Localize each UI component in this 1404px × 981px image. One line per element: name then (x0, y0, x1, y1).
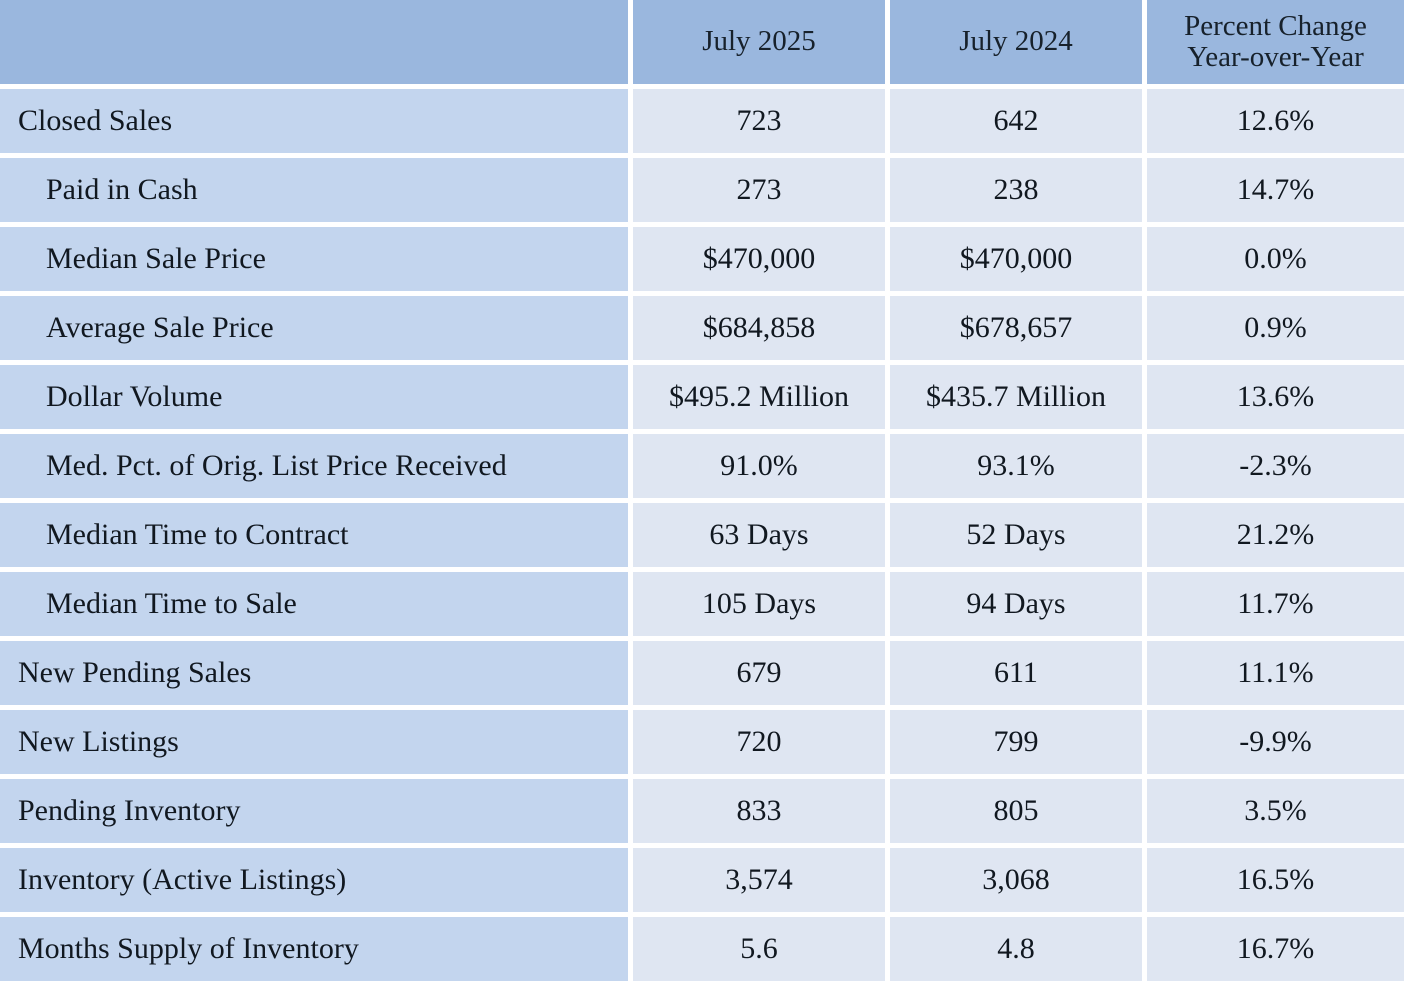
table-row (0, 848, 1404, 917)
table-row (0, 503, 1404, 572)
row-label: Dollar Volume (0, 365, 633, 434)
table-row (0, 227, 1404, 296)
row-value-july-2024: 52 Days (890, 503, 1147, 572)
row-value-july-2025: $684,858 (633, 296, 890, 365)
table-row (0, 779, 1404, 848)
row-value-july-2025: 833 (633, 779, 890, 848)
row-label: Med. Pct. of Orig. List Price Received (0, 434, 633, 503)
row-value-july-2024: 642 (890, 89, 1147, 158)
table-row (0, 641, 1404, 710)
row-value-percent-change: 0.9% (1147, 296, 1404, 365)
table-row (0, 365, 1404, 434)
row-value-july-2024: $435.7 Million (890, 365, 1147, 434)
row-value-july-2024: $678,657 (890, 296, 1147, 365)
row-value-percent-change: 21.2% (1147, 503, 1404, 572)
row-value-percent-change: 16.5% (1147, 848, 1404, 917)
row-value-july-2024: 4.8 (890, 917, 1147, 981)
column-header-july-2024: July 2024 (890, 0, 1147, 89)
percent-change-line-1: Percent Change (1184, 9, 1367, 42)
row-value-july-2024: 805 (890, 779, 1147, 848)
table-row (0, 89, 1404, 158)
row-value-percent-change: 11.1% (1147, 641, 1404, 710)
row-value-percent-change: -9.9% (1147, 710, 1404, 779)
row-label: Median Sale Price (0, 227, 633, 296)
header-row (0, 0, 1404, 89)
row-value-july-2025: 273 (633, 158, 890, 227)
row-label: New Pending Sales (0, 641, 633, 710)
row-label: Inventory (Active Listings) (0, 848, 633, 917)
row-value-july-2024: 94 Days (890, 572, 1147, 641)
table-header (0, 0, 1404, 89)
table-row (0, 572, 1404, 641)
percent-change-line-2: Year-over-Year (1187, 41, 1364, 73)
row-label: Average Sale Price (0, 296, 633, 365)
row-value-july-2025: 3,574 (633, 848, 890, 917)
row-value-percent-change: 12.6% (1147, 89, 1404, 158)
row-value-percent-change: 14.7% (1147, 158, 1404, 227)
row-value-july-2024: 3,068 (890, 848, 1147, 917)
row-label: Median Time to Sale (0, 572, 633, 641)
column-header-percent-change (1147, 0, 1404, 89)
table-row (0, 158, 1404, 227)
table-row (0, 710, 1404, 779)
row-value-july-2025: 720 (633, 710, 890, 779)
row-value-july-2025: $470,000 (633, 227, 890, 296)
row-value-july-2025: $495.2 Million (633, 365, 890, 434)
row-value-july-2025: 105 Days (633, 572, 890, 641)
row-value-july-2025: 679 (633, 641, 890, 710)
row-value-july-2024: 799 (890, 710, 1147, 779)
table-body (0, 89, 1404, 981)
row-value-percent-change: 11.7% (1147, 572, 1404, 641)
row-value-july-2025: 63 Days (633, 503, 890, 572)
row-value-july-2024: $470,000 (890, 227, 1147, 296)
row-label: Closed Sales (0, 89, 633, 158)
row-value-percent-change: 3.5% (1147, 779, 1404, 848)
table-row (0, 917, 1404, 981)
row-label: Paid in Cash (0, 158, 633, 227)
row-value-july-2024: 611 (890, 641, 1147, 710)
row-value-july-2025: 5.6 (633, 917, 890, 981)
table-row (0, 296, 1404, 365)
row-value-percent-change: 13.6% (1147, 365, 1404, 434)
row-value-july-2025: 723 (633, 89, 890, 158)
row-value-percent-change: 16.7% (1147, 917, 1404, 981)
column-header-metric (0, 0, 633, 89)
row-label: New Listings (0, 710, 633, 779)
table-row (0, 434, 1404, 503)
row-value-july-2024: 238 (890, 158, 1147, 227)
column-header-july-2025: July 2025 (633, 0, 890, 89)
row-label: Months Supply of Inventory (0, 917, 633, 981)
row-value-july-2025: 91.0% (633, 434, 890, 503)
row-value-percent-change: -2.3% (1147, 434, 1404, 503)
row-label: Median Time to Contract (0, 503, 633, 572)
row-label: Pending Inventory (0, 779, 633, 848)
row-value-july-2024: 93.1% (890, 434, 1147, 503)
row-value-percent-change: 0.0% (1147, 227, 1404, 296)
